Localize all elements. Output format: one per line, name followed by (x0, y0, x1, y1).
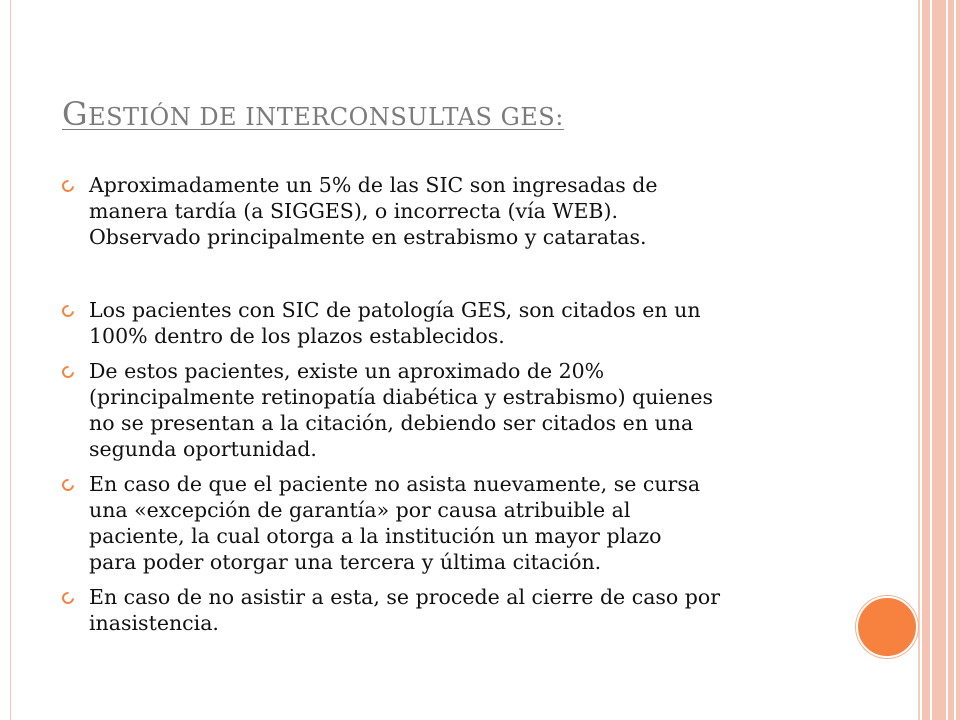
bullet-line: De estos pacientes, existe un aproximado de 20% (89, 359, 605, 383)
slide-title (62, 95, 564, 133)
bullet-item (62, 584, 842, 636)
bullet-marker-icon (60, 303, 77, 320)
title-initial: G (62, 95, 89, 133)
bullet-line: (principalmente retinopatía diabética y estrabismo) quienes (89, 385, 713, 409)
bullet-line: En caso de que el paciente no asista nuevamente, se cursa (89, 472, 701, 496)
bullet-marker-icon (60, 477, 77, 494)
left-border-line (10, 0, 11, 720)
bullet-line: Los pacientes con SIC de patología GES, son citados en un (89, 298, 701, 322)
bullet-marker-icon (60, 364, 77, 381)
bullet-line: En caso de no asistir a esta, se procede al cierre de caso por (89, 585, 721, 609)
bullet-line: una «excepción de garantía» por causa atribuible al (89, 498, 631, 522)
bullet-line: paciente, la cual otorga a la institución un mayor plazo (89, 524, 662, 548)
bullet-line: no se presentan a la citación, debiendo ser citados en una (89, 411, 694, 435)
orange-circle-decoration (856, 596, 918, 658)
bullet-line: manera tardía (a SIGGES), o incorrecta (vía WEB). (89, 199, 618, 223)
bullet-item (62, 471, 842, 575)
bullet-marker-icon (60, 590, 77, 607)
bullet-line: para poder otorgar una tercera y última citación. (89, 550, 602, 574)
title-rest: ESTIÓN DE INTERCONSULTAS GES: (88, 103, 564, 131)
bullet-item (62, 358, 842, 462)
bullet-marker-icon (60, 178, 77, 195)
bullet-line: Aproximadamente un 5% de las SIC son ingresadas de (89, 173, 658, 197)
bullet-line: segunda oportunidad. (89, 437, 317, 461)
bullet-line: Observado principalmente en estrabismo y cataratas. (89, 225, 647, 249)
right-decorative-stripes (918, 0, 960, 720)
bullet-item (62, 172, 842, 250)
bullet-line: inasistencia. (89, 611, 219, 635)
bullet-line: 100% dentro de los plazos establecidos. (89, 324, 505, 348)
bullet-list (62, 172, 842, 636)
bullet-item (62, 297, 842, 349)
